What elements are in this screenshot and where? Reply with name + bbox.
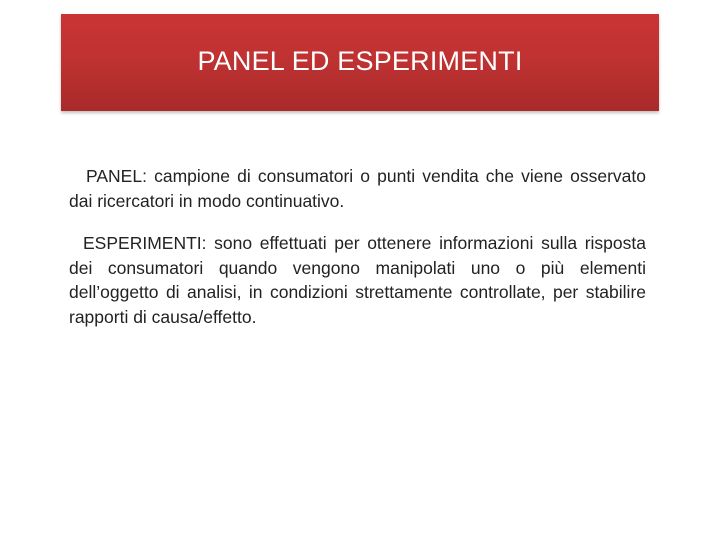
term-panel: PANEL	[86, 166, 143, 186]
title-banner	[61, 14, 659, 111]
slide-body	[69, 164, 646, 329]
definition-panel: : campione di consumatori o punti vendita che viene osservato dai ricercatori in modo continuativo.	[69, 166, 646, 211]
paragraph-panel	[69, 164, 646, 213]
slide-title: PANEL ED ESPERIMENTI	[197, 46, 523, 76]
definition-esperimenti: : sono effettuati per ottenere informazioni sulla risposta dei consumatori quando vengono manipolati uno o più elementi dell’oggetto di analisi, in condizioni strettamente controllate, per stabilire rapporti di causa/effetto.	[69, 233, 646, 327]
paragraph-esperimenti	[69, 231, 646, 329]
term-esperimenti: ESPERIMENTI	[83, 233, 202, 253]
